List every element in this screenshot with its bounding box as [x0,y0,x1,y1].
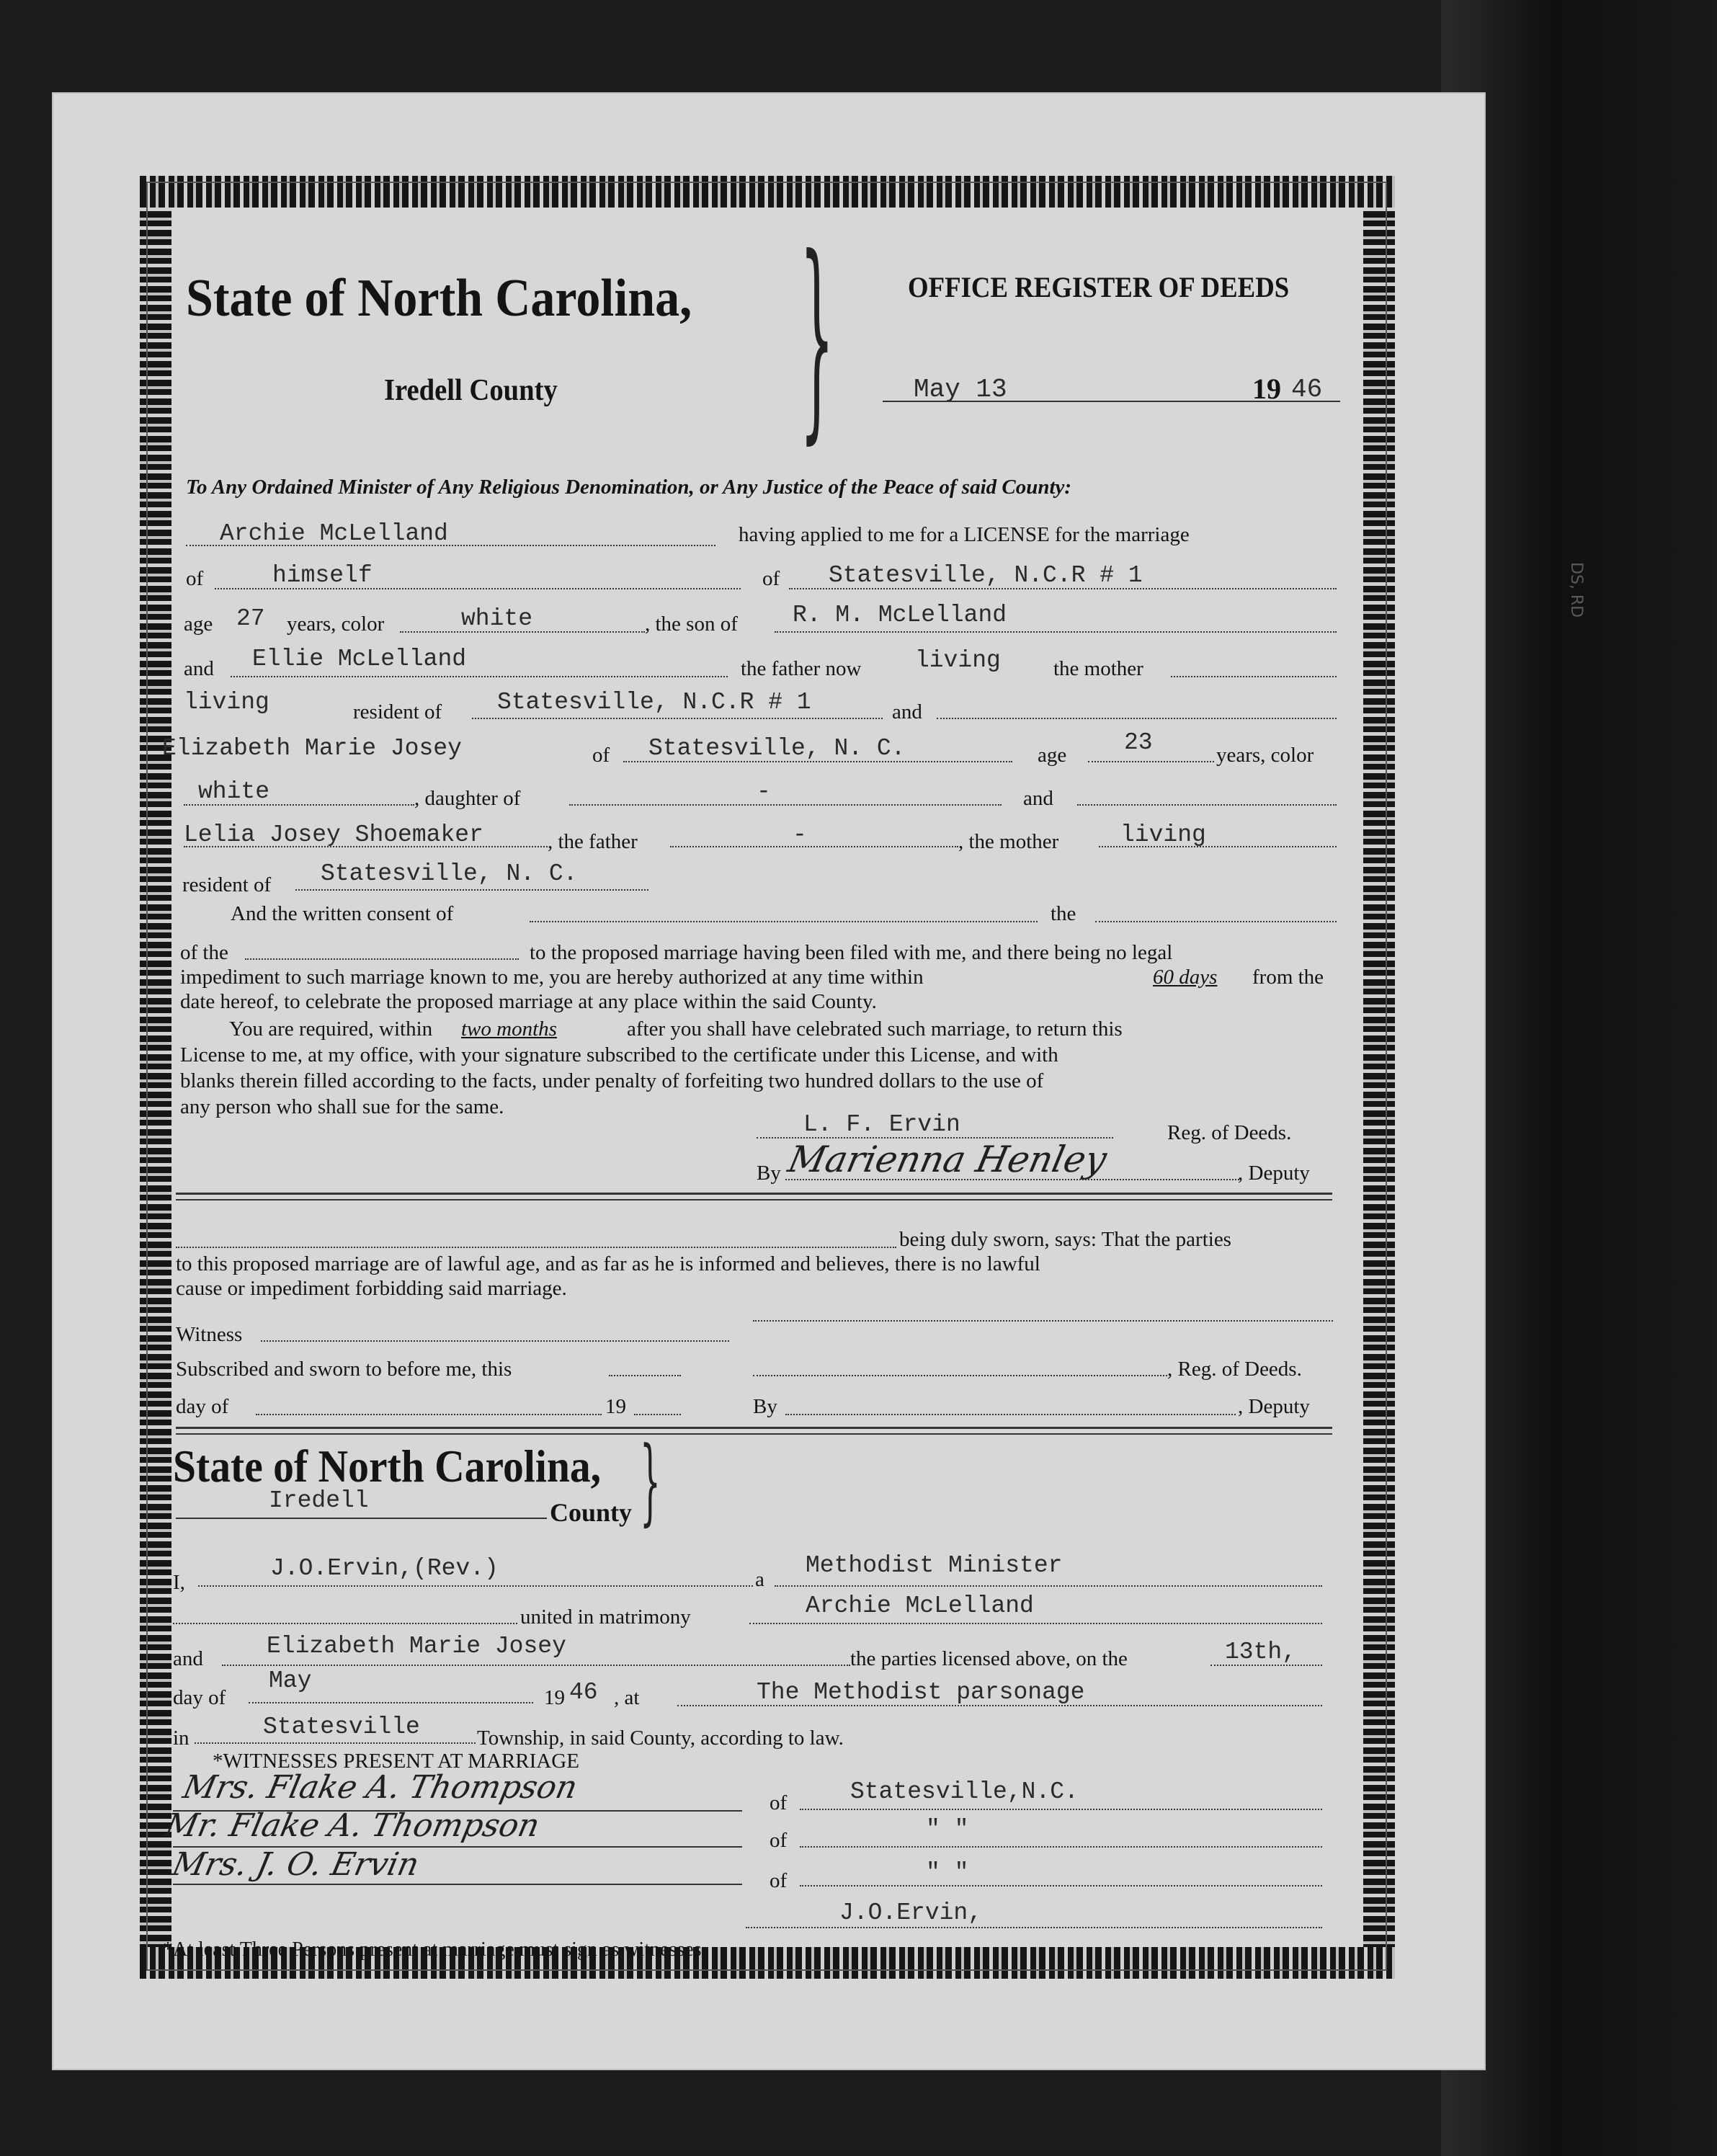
age-label: age [184,612,213,636]
paragraph-2-d: blanks therein filled according to the facts, under penalty of forfeiting two hundred dollars to the use of [180,1069,1044,1092]
day-value-line [1210,1665,1322,1666]
witness-of-label-3: of [770,1869,788,1892]
certificate-day-of-label: day of [173,1686,226,1709]
groom-parents-residence: Statesville, N.C.R # 1 [497,689,811,716]
year-19-label: 19 [605,1395,626,1418]
certificate-and-label: and [173,1647,203,1670]
consent-line [530,921,1038,922]
marriage-month: May [269,1667,312,1694]
and-label: and [184,657,214,680]
paragraph-2-e: any person who shall sue for the same. [180,1095,504,1118]
reg-deeds-line [753,1375,1167,1376]
and-label-3: and [1023,787,1053,810]
parties-label: the parties licensed above, on the [850,1647,1128,1670]
groom-father-name: R. M. McLelland [793,602,1007,628]
margin-note: DS, RD [1567,562,1585,618]
affidavit-by-label: By [753,1395,777,1418]
united-label: united in matrimony [520,1605,691,1629]
bride-father-name: - [757,778,771,805]
united-line-left [173,1623,517,1624]
section-divider-1b [176,1199,1332,1200]
section-divider-1 [176,1193,1332,1195]
office-title: OFFICE REGISTER OF DEEDS [908,271,1290,303]
witness-residence-3: " " [926,1859,969,1886]
license-date: May 13 [914,375,1007,404]
section-divider-2b [176,1433,1332,1435]
two-months: two months [461,1017,557,1041]
bride-parents-residence: Statesville, N. C. [321,860,578,887]
bride-parents-residence-line [295,889,648,891]
year-prefix: 19 [1252,373,1281,405]
affidavit-by-line [785,1414,1236,1415]
groom-name: himself [272,562,373,589]
applicant-line [186,545,715,546]
certificate-groom: Archie McLelland [806,1592,1034,1619]
year-suffix: 46 [1291,375,1323,404]
witness-residence-2: " " [926,1816,969,1843]
of-the-label: of the [180,941,228,964]
bride-mother-line [184,846,548,847]
groom-mother-status-line [1171,676,1337,677]
certificate-county-value: Iredell [269,1487,369,1514]
affidavit-deputy-label: , Deputy [1238,1395,1310,1418]
days-value: 60 days [1153,966,1218,989]
certificate-year-suffix: 46 [569,1679,598,1706]
by-label: By [757,1162,781,1185]
deputy-signature: Marienna Henley [784,1139,1110,1180]
township-line [195,1742,476,1744]
subscribed-label: Subscribed and sworn to before me, this [176,1358,512,1381]
groom-color: white [461,605,533,632]
at-label: , at [614,1686,640,1709]
footnote: *At least Three Persons present at marriage must sign as witnesses. [163,1938,707,1961]
certificate-bride-line [222,1665,850,1666]
officiant-signature-line [746,1927,1322,1928]
and-label-2: and [892,700,922,723]
place-line [677,1705,1322,1706]
applied-text: having applied to me for a LICENSE for the marriage [739,523,1190,546]
witness-residence-line-1 [800,1809,1322,1810]
sworn-text: being duly sworn, says: That the parties [899,1228,1231,1251]
bride-age-line [1088,761,1214,762]
consent-label: And the written consent of [231,902,454,925]
groom-father-line [775,631,1337,633]
bride-mother-name: Lelia Josey Shoemaker [184,821,483,848]
paragraph-1-b: impediment to such marriage known to me, you are hereby authorized at any time within [180,966,924,989]
certificate-brace: } [640,1426,661,1536]
day-of-line [256,1414,602,1415]
affidavit-line-3: cause or impediment forbidding said marriage. [176,1277,567,1300]
paragraph-2-a: You are required, within [229,1017,433,1041]
years-color-label: years, color [287,612,385,636]
witness-line-3 [173,1884,742,1885]
bride-color-line [184,804,414,806]
deputy-line [785,1179,1239,1180]
son-of-label: , the son of [645,612,738,636]
certificate-bride: Elizabeth Marie Josey [267,1633,566,1660]
state-title: State of North Carolina, [186,269,692,328]
county-title: Iredell County [384,374,558,407]
township-label: Township, in said County, according to law. [477,1727,844,1750]
salutation: To Any Ordained Minister of Any Religious Denomination, or Any Justice of the Peace of said County: [186,476,1072,499]
bride-of-label: of [592,744,610,767]
groom-mother-status: living [184,689,269,716]
groom-age: 27 [236,605,265,632]
date-line [883,401,1340,402]
paragraph-1-c: date hereof, to celebrate the proposed marriage at any place within the said County. [180,990,877,1013]
groom-residence-line [789,588,1337,589]
consent-the-line [1095,921,1337,922]
certificate-year-prefix: 19 [544,1686,565,1709]
bride-and-line [1077,804,1337,806]
certificate-county-label: County [550,1498,633,1527]
officiant-title-line [775,1585,1322,1587]
county-line [176,1518,547,1519]
officiant-line [198,1585,753,1587]
applicant-name: Archie McLelland [220,520,448,547]
daughter-of-label: , daughter of [414,787,521,810]
bride-father-status-line [670,846,958,847]
month-line [249,1702,533,1703]
register-name: L. F. Ervin [803,1111,960,1138]
the-father-label: , the father [548,830,638,853]
witness-signature-2: Mr. Flake A. Thompson [161,1807,543,1844]
and-line [937,718,1337,719]
bride-the-mother-label: , the mother [958,830,1059,853]
groom-residence: Statesville, N.C.R # 1 [829,562,1143,589]
officiant-title: Methodist Minister [806,1552,1063,1579]
witness-signature-3: Mrs. J. O. Ervin [169,1846,423,1883]
affiant-line [176,1247,896,1248]
bride-years-color-label: years, color [1216,744,1314,767]
witness-signature-1: Mrs. Flake A. Thompson [179,1769,581,1806]
affidavit-line-2: to this proposed marriage are of lawful age, and as far as he is informed and believes, there is no lawful [176,1252,1040,1275]
bride-resident-of-label: resident of [182,873,272,896]
consent-the-label: the [1051,902,1076,925]
the-mother-label: the mother [1053,657,1143,680]
certificate-state-title: State of North Carolina, [173,1440,602,1492]
witness-residence-line-3 [800,1885,1322,1886]
groom-of-label: of [762,567,780,590]
groom-mother-line [231,676,728,677]
year-line [634,1414,681,1415]
of-the-line [245,958,519,960]
resident-of-label: resident of [353,700,442,723]
day-value: 13th, [1225,1639,1297,1665]
paragraph-2-b: after you shall have celebrated such marriage, to return this [627,1017,1123,1041]
paragraph-1-a: to the proposed marriage having been filed with me, and there being no legal [530,941,1173,964]
father-now-label: the father now [741,657,862,680]
groom-parents-residence-line [472,718,883,719]
groom-father-status: living [915,647,1001,674]
affidavit-sign-line [753,1320,1333,1322]
witness-of-label-2: of [770,1829,788,1852]
from-the: from the [1252,966,1324,989]
groom-line [215,588,741,589]
reg-of-deeds-label: Reg. of Deeds. [1167,1121,1292,1144]
groom-mother-name: Ellie McLelland [252,646,467,672]
day-of-label: day of [176,1395,229,1418]
bride-age: 23 [1124,729,1153,756]
header-brace: } [800,211,834,463]
in-label: in [173,1727,189,1750]
witness-of-label-1: of [770,1791,788,1814]
witnesses-header: *WITNESSES PRESENT AT MARRIAGE [213,1750,579,1773]
groom-color-line [400,631,645,633]
subscribed-line [609,1375,681,1376]
deputy-label: , Deputy [1238,1162,1310,1185]
marriage-place: The Methodist parsonage [757,1679,1085,1706]
bride-name: Elizabeth Marie Josey [162,735,462,762]
bride-color: white [198,778,270,805]
witness-residence-1: Statesville,N.C. [850,1778,1079,1805]
section-divider-2 [176,1427,1332,1429]
a-label: a [755,1568,764,1591]
township-value: Statesville [263,1714,420,1740]
certificate-groom-line [749,1623,1322,1624]
bride-mother-status: living [1120,821,1206,848]
witness-residence-line-2 [800,1846,1322,1848]
bride-mother-status-line [1099,846,1337,847]
officiant-name: J.O.Ervin,(Rev.) [270,1555,499,1582]
paragraph-2-c: License to me, at my office, with your signature subscribed to the certificate under this License, and with [180,1043,1058,1066]
i-label: I, [173,1571,185,1594]
affidavit-reg-label: , Reg. of Deeds. [1167,1358,1302,1381]
witness-line [261,1340,729,1342]
witness-label: Witness [176,1323,243,1346]
bride-father-line [569,804,1002,806]
bride-father-status: - [793,821,807,848]
of-label: of [186,567,204,590]
officiant-signature: J.O.Ervin, [839,1899,983,1926]
bride-age-label: age [1038,744,1067,767]
bride-residence-line [623,761,1012,762]
bride-residence: Statesville, N. C. [648,735,906,762]
